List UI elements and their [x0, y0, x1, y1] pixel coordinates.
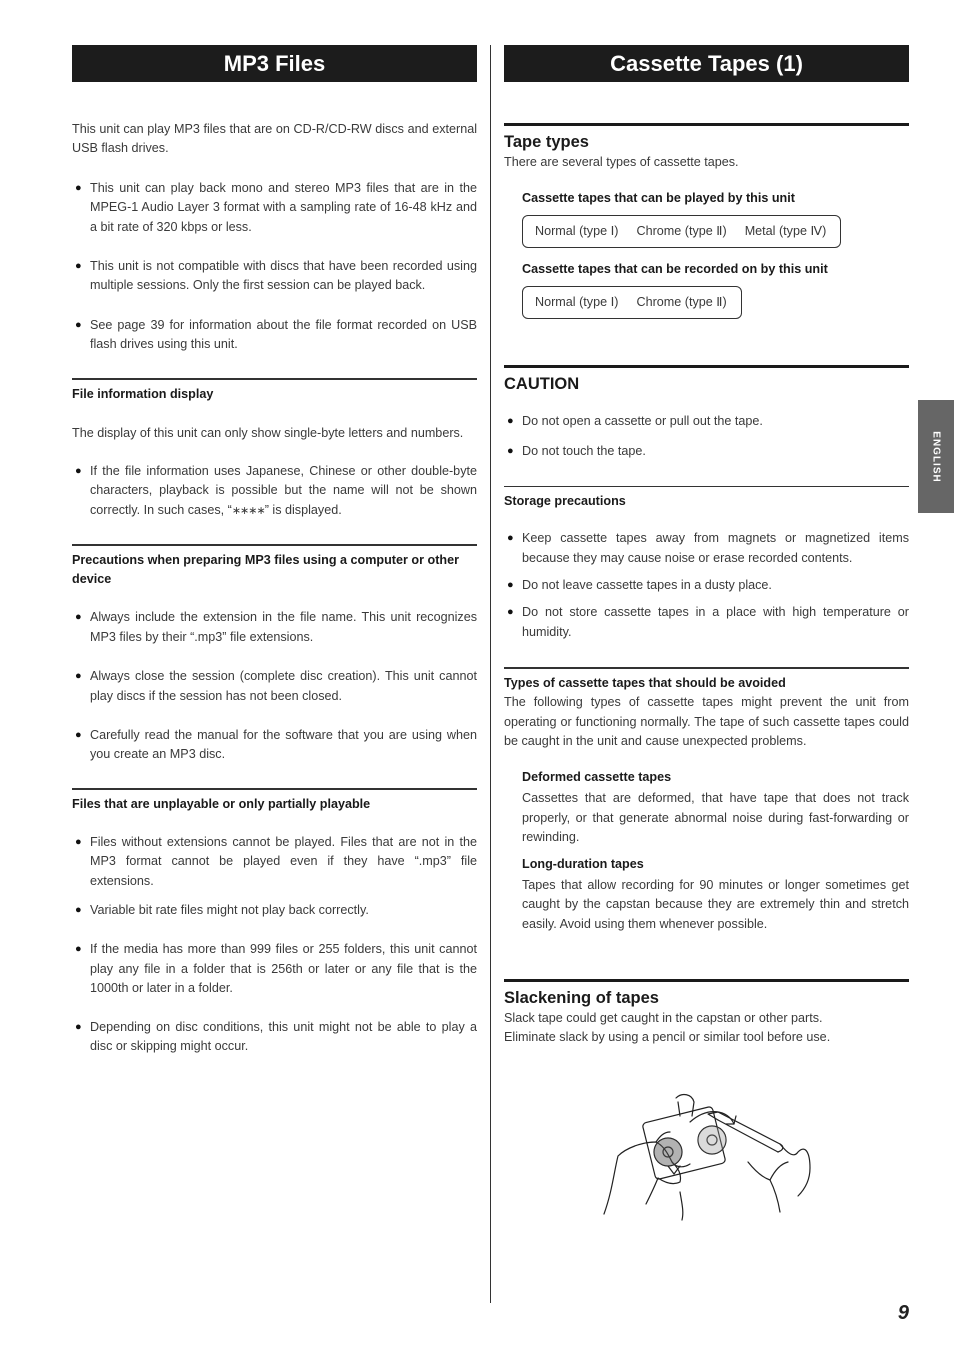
unplayable-bullets: [72, 833, 477, 1057]
storage-bullets: [504, 529, 909, 642]
slack-heading: Slackening of tapes: [504, 979, 909, 1009]
list-item: ● Variable bit rate files might not play back correctly.: [72, 901, 477, 920]
right-column: [504, 45, 909, 1048]
list-item: ● Do not touch the tape.: [504, 442, 909, 461]
pencil-tape-illustration: [598, 1092, 814, 1222]
list-item: ● Always close the session (complete disc creation). This unit cannot play discs if the session has not been closed.: [72, 667, 477, 706]
avoid-text: The following types of cassette tapes might prevent the unit from operating or functioning normally. The tape of such cassette tapes could be caught in the unit and cause unexpected problems.: [504, 695, 909, 749]
file-info-bullets: [72, 462, 477, 521]
avoid-types: [522, 768, 909, 933]
file-info-heading: File information display: [72, 378, 477, 404]
recordable-heading: Cassette tapes that can be recorded on by this unit: [522, 262, 828, 277]
list-item: ● This unit can play back mono and stereo MP3 files that are in the MPEG-1 Audio Layer 3 format with a sampling rate of 16-48 kHz and a bit rate of 320 kbps or less.: [72, 179, 477, 237]
precautions-bullets: [72, 608, 477, 764]
list-item: [72, 462, 477, 521]
list-item: ● Keep cassette tapes away from magnets or magnetized items because they may cause noise or erase recorded contents.: [504, 529, 909, 568]
playable-types-box: [522, 215, 841, 248]
playable-block: [522, 189, 909, 319]
list-item: ● Carefully read the manual for the software that you are using when you create an MP3 disc.: [72, 726, 477, 765]
tape-types-heading: Tape types: [504, 123, 909, 153]
long-text: Tapes that allow recording for 90 minutes or longer sometimes get caught by the capstan because they are extremely thin and stretch easily. Avoid using them whenever possible.: [522, 877, 909, 931]
unplayable-heading: Files that are unplayable or only partially playable: [72, 788, 477, 814]
tape-type-label: Normal (type Ⅰ): [535, 295, 619, 310]
deformed-heading: Deformed cassette tapes: [522, 770, 672, 785]
list-item: ● If the media has more than 999 files or 255 folders, this unit cannot play any file in a folder that is 256th or later or any file that is the 1000th or later in a folder.: [72, 940, 477, 998]
left-column: [72, 45, 477, 1056]
file-info-text: The display of this unit can only show single-byte letters and numbers.: [72, 425, 464, 440]
mp3-intro: This unit can play MP3 files that are on CD-R/CD-RW discs and external USB flash drives.: [72, 122, 477, 156]
caution-bullets: [504, 412, 909, 461]
list-item: ● Files without extensions cannot be played. Files that are not in the MP3 format cannot be played even if they have “.mp3” file extensions.: [72, 833, 477, 891]
storage-heading: Storage precautions: [504, 486, 909, 511]
deformed-text: Cassettes that are deformed, that have tape that does not track properly, or that generate abnormal noise during fast-forwarding or rewinding.: [522, 791, 909, 845]
column-divider: [490, 45, 491, 1303]
caution-heading: CAUTION: [504, 365, 909, 395]
file-info-bullet-post: ” is displayed.: [264, 502, 342, 517]
list-item: ● This unit is not compatible with discs that have been recorded using multiple sessions. Only the first session can be played back.: [72, 257, 477, 296]
tape-type-label: Chrome (type Ⅱ): [636, 224, 727, 239]
precautions-heading: Precautions when preparing MP3 files using a computer or other device: [72, 544, 477, 589]
recordable-types-box: [522, 286, 742, 319]
list-item: ● Depending on disc conditions, this unit might not be able to play a disc or skipping might occur.: [72, 1018, 477, 1057]
asterisk-symbol: ∗∗∗∗: [231, 504, 265, 517]
list-item: ● Always include the extension in the file name. This unit recognizes MP3 files by their “.mp3” file extensions.: [72, 608, 477, 647]
slack-text-2: Eliminate slack by using a pencil or similar tool before use.: [504, 1030, 831, 1045]
english-tab-label: ENGLISH: [930, 430, 942, 483]
tape-type-label: Chrome (type Ⅱ): [636, 295, 727, 310]
slack-text-1: Slack tape could get caught in the capstan or other parts.: [504, 1010, 823, 1025]
tape-type-label: Metal (type Ⅳ): [744, 224, 827, 239]
list-item: ● Do not leave cassette tapes in a dusty place.: [504, 576, 909, 595]
page-number: 9: [897, 1302, 909, 1324]
list-item: ● Do not open a cassette or pull out the tape.: [504, 412, 909, 431]
file-info-bullet-pre: If the file information uses Japanese, Chinese or other double-byte characters, playback is possible but the name will not be shown correctly. In such cases, “: [90, 464, 477, 517]
avoid-heading: Types of cassette tapes that should be avoided: [504, 667, 909, 693]
mp3-bullets: [72, 179, 477, 355]
list-item: ● Do not store cassette tapes in a place with high temperature or humidity.: [504, 603, 909, 642]
mp3-files-title: MP3 Files: [72, 45, 477, 82]
english-language-tab: [918, 400, 954, 513]
list-item: ● See page 39 for information about the file format recorded on USB flash drives using this unit.: [72, 316, 477, 355]
tape-types-text: There are several types of cassette tapes.: [504, 155, 739, 169]
long-heading: Long-duration tapes: [522, 856, 644, 871]
cassette-tapes-title: Cassette Tapes (1): [504, 45, 909, 82]
tape-type-label: Normal (type Ⅰ): [535, 224, 619, 239]
playable-heading: Cassette tapes that can be played by this unit: [522, 191, 795, 206]
